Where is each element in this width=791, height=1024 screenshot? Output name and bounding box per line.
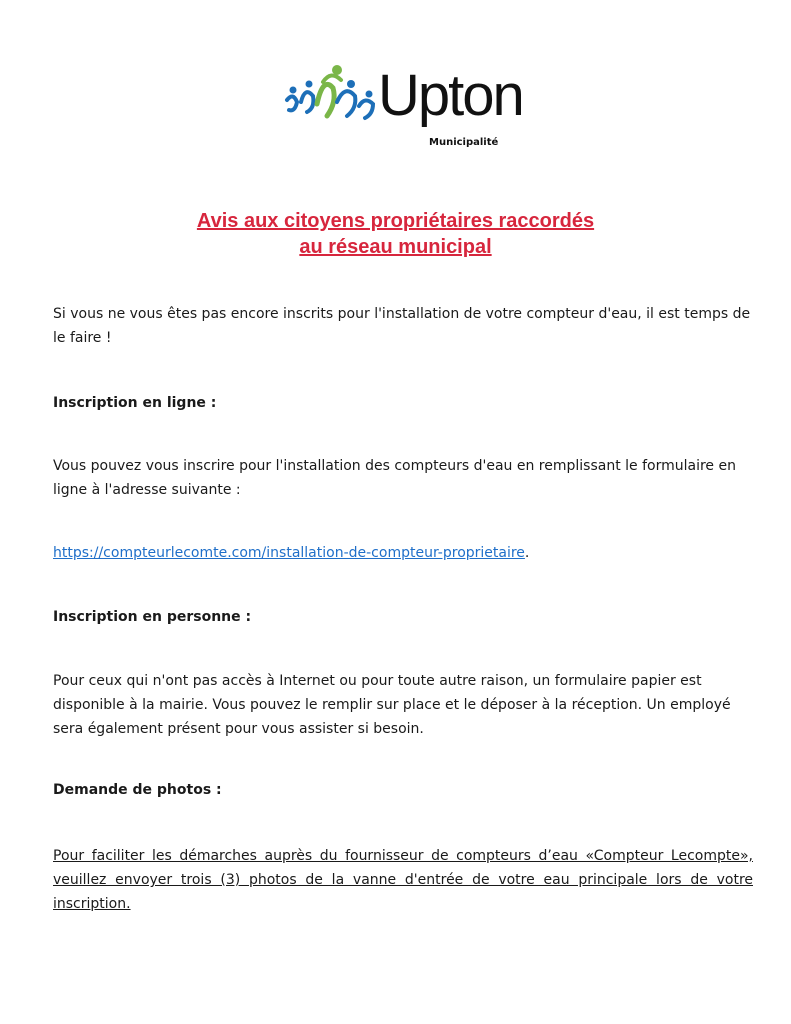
- intro-paragraph: Si vous ne vous êtes pas encore inscrits pour l'installation de votre compteur d'eau, il est temps de le faire !: [53, 306, 751, 346]
- photos-heading: Demande de photos :: [53, 782, 222, 798]
- online-paragraph: Vous pouvez vous inscrire pour l'installation des compteurs d'eau en remplissant le formulaire en ligne à l'adresse suivante :: [53, 458, 736, 498]
- registration-link[interactable]: https://compteurlecomte.com/installation-de-compteur-proprietaire: [53, 545, 525, 561]
- online-url-line: [53, 541, 753, 565]
- notice-title-line-2: au réseau municipal: [299, 236, 492, 258]
- logo-subtitle: Municipalité: [429, 137, 499, 148]
- online-heading: Inscription en ligne :: [53, 395, 217, 411]
- upton-figures-icon: [283, 62, 383, 132]
- municipality-logo: [283, 62, 533, 157]
- in-person-paragraph: Pour ceux qui n'ont pas accès à Internet ou pour toute autre raison, un formulaire papier est disponible à la mairie. Vous pouvez le remplir sur place et le déposer à la réception. Un employé sera également présent pour vous assister si besoin.: [53, 673, 731, 737]
- in-person-heading: Inscription en personne :: [53, 609, 252, 625]
- photos-paragraph: Pour faciliter les démarches auprès du fournisseur de compteurs d’eau «Compteur Lecompte», veuillez envoyer trois (3) photos de la vanne d'entrée de votre eau principale lors de votre inscription.: [53, 848, 753, 912]
- logo-wordmark: Upton: [378, 63, 523, 128]
- notice-title-line-1: Avis aux citoyens propriétaires raccordés: [196, 210, 595, 232]
- url-period: .: [524, 545, 530, 561]
